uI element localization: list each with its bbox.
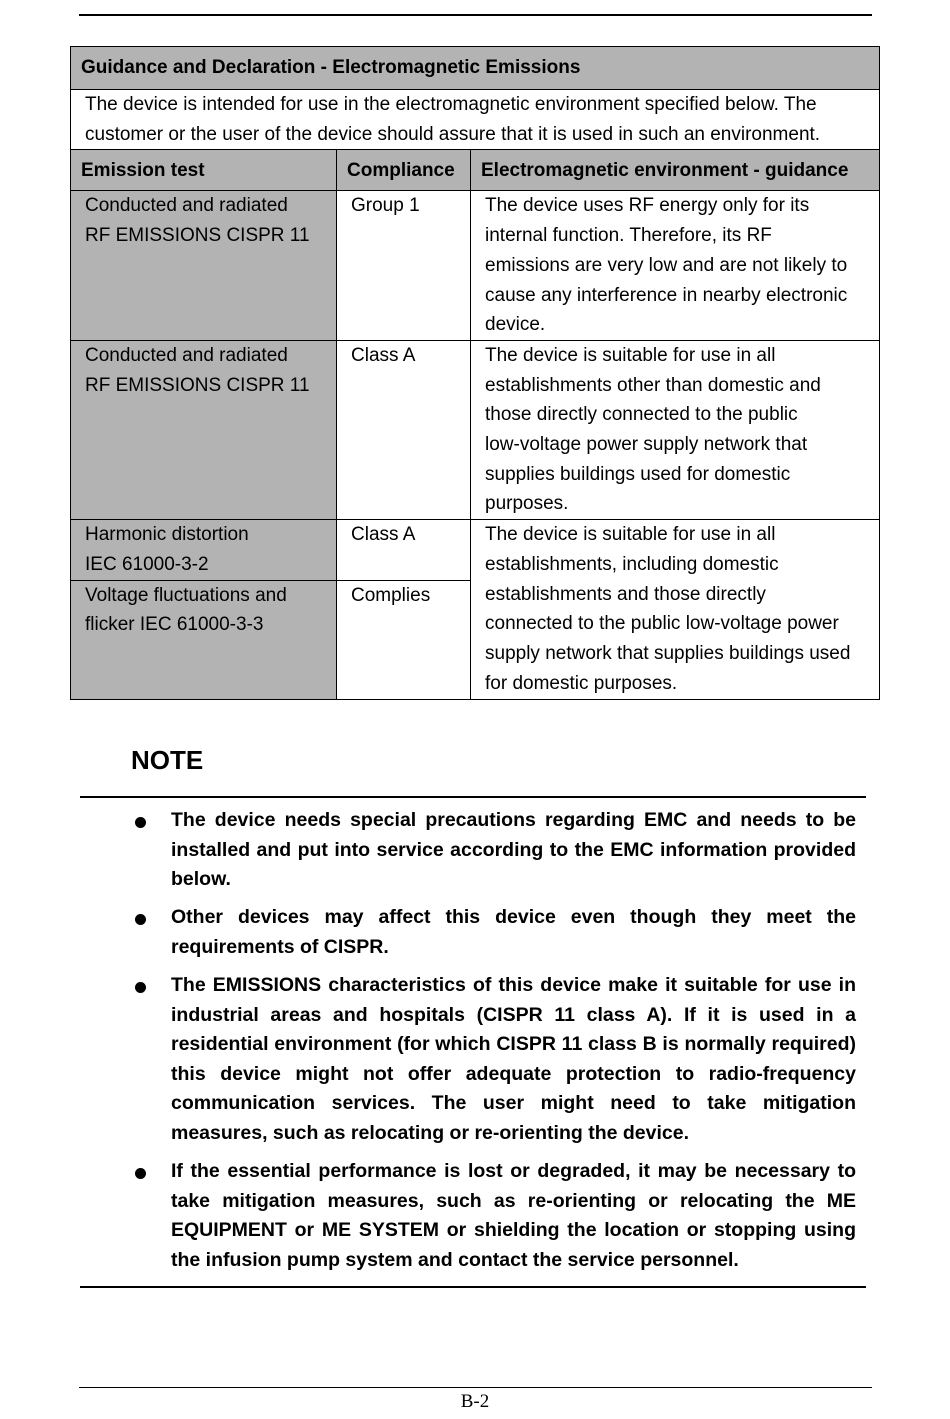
page-number: B-2 [460,1391,490,1412]
compliance-cell: Group 1 [337,191,471,341]
guidance-line: cause any interference in nearby electronic [485,284,848,306]
guidance-cell [471,340,880,519]
note-item [80,971,866,1149]
guidance-line: establishments, including domestic [485,553,779,575]
bullet-icon [135,1168,146,1179]
emission-test-line: RF EMISSIONS CISPR 11 [85,225,310,247]
compliance-cell: Class A [337,520,471,580]
guidance-cell [471,191,880,341]
table-row [71,191,880,341]
guidance-line: internal function. Therefore, its RF [485,225,772,247]
emission-test-line: Voltage fluctuations and [85,584,287,606]
note-item [80,1157,866,1275]
guidance-line: connected to the public low-voltage power [485,613,839,635]
note-item-text: Other devices may affect this device even though they meet the requirements of CISPR. [171,906,856,958]
emission-test-cell [71,340,337,519]
note-bottom-rule [80,1286,866,1288]
emissions-table [70,46,880,700]
column-header-emission-test: Emission test [71,150,337,191]
note-list [80,806,866,1284]
column-header-compliance: Compliance [337,150,471,191]
table-row [71,340,880,519]
emission-test-line: RF EMISSIONS CISPR 11 [85,374,310,396]
table-row [71,520,880,580]
guidance-line: The device uses RF energy only for its [485,195,810,217]
note-item-text: The device needs special precautions regarding EMC and needs to be installed and put into service according to the EMC information provided below. [171,809,856,891]
footer-rule [79,1387,872,1388]
guidance-line: those directly connected to the public [485,404,798,426]
header-rule [79,14,872,16]
guidance-line: for domestic purposes. [485,672,678,694]
guidance-cell [471,520,880,699]
emission-test-line: Conducted and radiated [85,344,288,366]
emission-test-line: flicker IEC 61000-3-3 [85,614,264,636]
emission-test-cell [71,580,337,699]
guidance-line: establishments other than domestic and [485,374,821,396]
intro-line: customer or the user of the device should assure that it is used in such an environment. [85,123,821,145]
guidance-line: supply network that supplies buildings used [485,642,851,664]
guidance-line: establishments and those directly [485,583,766,605]
note-item-text: If the essential performance is lost or degraded, it may be necessary to take mitigation measures, such as re-orienting or relocating the ME EQUIPMENT or ME SYSTEM or shielding the location or stopping using the infusion pump system and contact the service personnel. [171,1160,856,1271]
guidance-line: purposes. [485,493,569,515]
note-title: NOTE [131,745,204,775]
guidance-line: emissions are very low and are not likely to [485,254,848,276]
note-item [80,903,866,962]
bullet-icon [135,914,146,925]
note-top-rule [80,796,866,798]
guidance-line: supplies buildings used for domestic [485,463,791,485]
column-header-guidance: Electromagnetic environment - guidance [471,150,880,191]
guidance-line: device. [485,314,546,336]
guidance-line: low-voltage power supply network that [485,434,808,456]
note-item-text: The EMISSIONS characteristics of this device make it suitable for use in industrial areas and hospitals (CISPR 11 class A). If it is used in a residential environment (for which CISPR 11 class B is normally required) this device might not offer adequate protection to radio-frequency communication services. The user might need to take mitigation measures, such as relocating or re-orienting the device. [171,973,856,1144]
table-title: Guidance and Declaration - Electromagnetic Emissions [71,47,880,90]
table-intro [71,90,880,150]
bullet-icon [135,817,146,828]
compliance-cell: Class A [337,340,471,519]
guidance-line: The device is suitable for use in all [485,344,776,366]
emission-test-cell [71,191,337,341]
emission-test-line: IEC 61000-3-2 [85,553,209,575]
compliance-cell: Complies [337,580,471,699]
emission-test-line: Conducted and radiated [85,195,288,217]
intro-line: The device is intended for use in the electromagnetic environment specified below. The [85,94,817,115]
emission-test-cell [71,520,337,580]
note-item [80,806,866,895]
bullet-icon [135,982,146,993]
emission-test-line: Harmonic distortion [85,524,249,546]
guidance-line: The device is suitable for use in all [485,524,776,546]
